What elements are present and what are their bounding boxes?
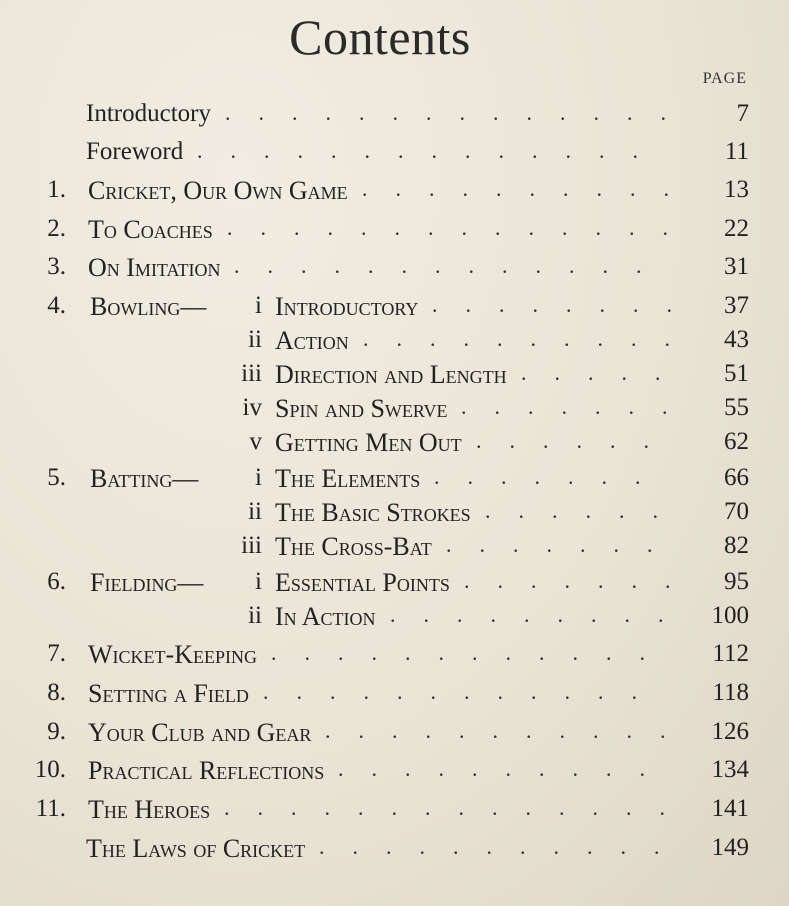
entry-title: Practical Reflections: [88, 756, 325, 785]
toc-row: [0, 100, 789, 136]
toc-row: [0, 360, 789, 396]
chapter-number: 8.: [47, 679, 66, 706]
page-number: 51: [724, 360, 749, 387]
toc-row: [0, 138, 789, 174]
dot-leader: ........: [432, 292, 700, 317]
section-roman-numeral: i: [255, 568, 262, 595]
entry-title: Wicket-Keeping: [88, 640, 257, 669]
page-number: 37: [724, 292, 749, 319]
dot-leader: ...........: [325, 718, 694, 743]
section-roman-numeral: iii: [241, 360, 262, 387]
entry-title: On Imitation: [88, 253, 221, 282]
dot-leader: .........: [390, 602, 692, 627]
entry-title: In Action: [275, 602, 376, 631]
entry-title: The Heroes: [88, 795, 211, 824]
entry-title: Setting a Field: [88, 679, 249, 708]
dot-leader: ..........: [338, 756, 673, 781]
section-roman-numeral: i: [255, 464, 262, 491]
entry-title: Getting Men Out: [275, 428, 462, 457]
chapter-prefix: Batting—: [90, 464, 199, 493]
section-roman-numeral: ii: [248, 326, 262, 353]
chapter-number: 10.: [34, 756, 66, 783]
entry-title: To Coaches: [88, 215, 213, 244]
toc-row: [0, 292, 789, 328]
entry-title: Cricket, Our Own Game: [88, 176, 348, 205]
toc-row: [0, 326, 789, 362]
chapter-number: 5.: [47, 464, 66, 491]
chapter-number: 6.: [47, 568, 66, 595]
dot-leader: ..............: [197, 138, 666, 163]
toc-row: [0, 640, 789, 676]
dot-leader: .......: [446, 532, 681, 557]
dot-leader: ..............: [224, 795, 693, 820]
chapter-number: 7.: [47, 640, 66, 667]
entry-title: The Laws of Cricket: [86, 834, 306, 863]
chapter-number: 3.: [47, 253, 66, 280]
page-number: 134: [711, 756, 749, 783]
page-number: 7: [736, 100, 749, 127]
dot-leader: ..........: [362, 176, 697, 201]
chapter-prefix: Bowling—: [90, 292, 207, 321]
dot-leader: ..............: [225, 100, 694, 125]
entry-title: Action: [275, 326, 349, 355]
dot-leader: .............: [234, 253, 670, 278]
page-number: 149: [711, 834, 749, 861]
toc-row: [0, 756, 789, 792]
entry-title: Introductory: [275, 292, 419, 321]
page-number: 43: [724, 326, 749, 353]
chapter-number: 1.: [47, 176, 66, 203]
dot-leader: ......: [476, 428, 677, 453]
entry-title: The Basic Strokes: [275, 498, 471, 527]
section-roman-numeral: iii: [241, 532, 262, 559]
page-number: 13: [724, 176, 749, 203]
entry-title: Introductory: [86, 100, 211, 127]
page-number: 66: [724, 464, 749, 491]
chapter-number: 11.: [35, 795, 66, 822]
dot-leader: .......: [461, 394, 696, 419]
section-roman-numeral: ii: [248, 498, 262, 525]
section-roman-numeral: i: [255, 292, 262, 319]
entry-title: Foreword: [86, 138, 184, 165]
section-roman-numeral: v: [249, 428, 262, 455]
dot-leader: .....: [521, 360, 689, 385]
toc-row: [0, 428, 789, 464]
page-column-header: PAGE: [702, 70, 747, 87]
dot-leader: ..............: [227, 215, 696, 240]
entry-title: The Elements: [275, 464, 421, 493]
dot-leader: .......: [434, 464, 669, 489]
page-title: Contents: [289, 9, 471, 65]
toc-row: [0, 718, 789, 754]
page-number: 55: [724, 394, 749, 421]
chapter-number: 4.: [47, 292, 66, 319]
entry-title: Your Club and Gear: [88, 718, 312, 747]
chapter-prefix: Fielding—: [90, 568, 204, 597]
dot-leader: ............: [263, 679, 665, 704]
toc-row: [0, 679, 789, 715]
page-number: 70: [724, 498, 749, 525]
entry-title: Direction and Length: [275, 360, 507, 389]
toc-row: [0, 176, 789, 212]
page-number: 31: [724, 253, 749, 280]
toc-row: [0, 215, 789, 251]
section-roman-numeral: ii: [248, 602, 262, 629]
section-roman-numeral: iv: [242, 394, 262, 421]
dot-leader: ............: [271, 640, 673, 665]
page-number: 82: [724, 532, 749, 559]
dot-leader: ......: [485, 498, 686, 523]
chapter-number: 9.: [47, 718, 66, 745]
toc-row: [0, 532, 789, 568]
dot-leader: .......: [464, 568, 699, 593]
dot-leader: ...........: [319, 834, 688, 859]
toc-row: [0, 602, 789, 638]
toc-row: [0, 464, 789, 500]
toc-row: [0, 834, 789, 870]
toc-row: [0, 568, 789, 604]
toc-row: [0, 253, 789, 289]
page-number: 11: [724, 138, 749, 165]
toc-row: [0, 498, 789, 534]
chapter-number: 2.: [47, 215, 66, 242]
entry-title: Spin and Swerve: [275, 394, 448, 423]
entry-title: The Cross-Bat: [275, 532, 432, 561]
toc-row: [0, 795, 789, 831]
entry-title: Essential Points: [275, 568, 450, 597]
dot-leader: ..........: [363, 326, 698, 351]
page-number: 62: [724, 428, 749, 455]
page-number: 118: [712, 679, 749, 706]
page-number: 100: [711, 602, 749, 629]
toc-row: [0, 394, 789, 430]
page-number: 95: [724, 568, 749, 595]
page-number: 126: [711, 718, 749, 745]
page-number: 22: [724, 215, 749, 242]
page-number: 141: [711, 795, 749, 822]
page-number: 112: [712, 640, 749, 667]
